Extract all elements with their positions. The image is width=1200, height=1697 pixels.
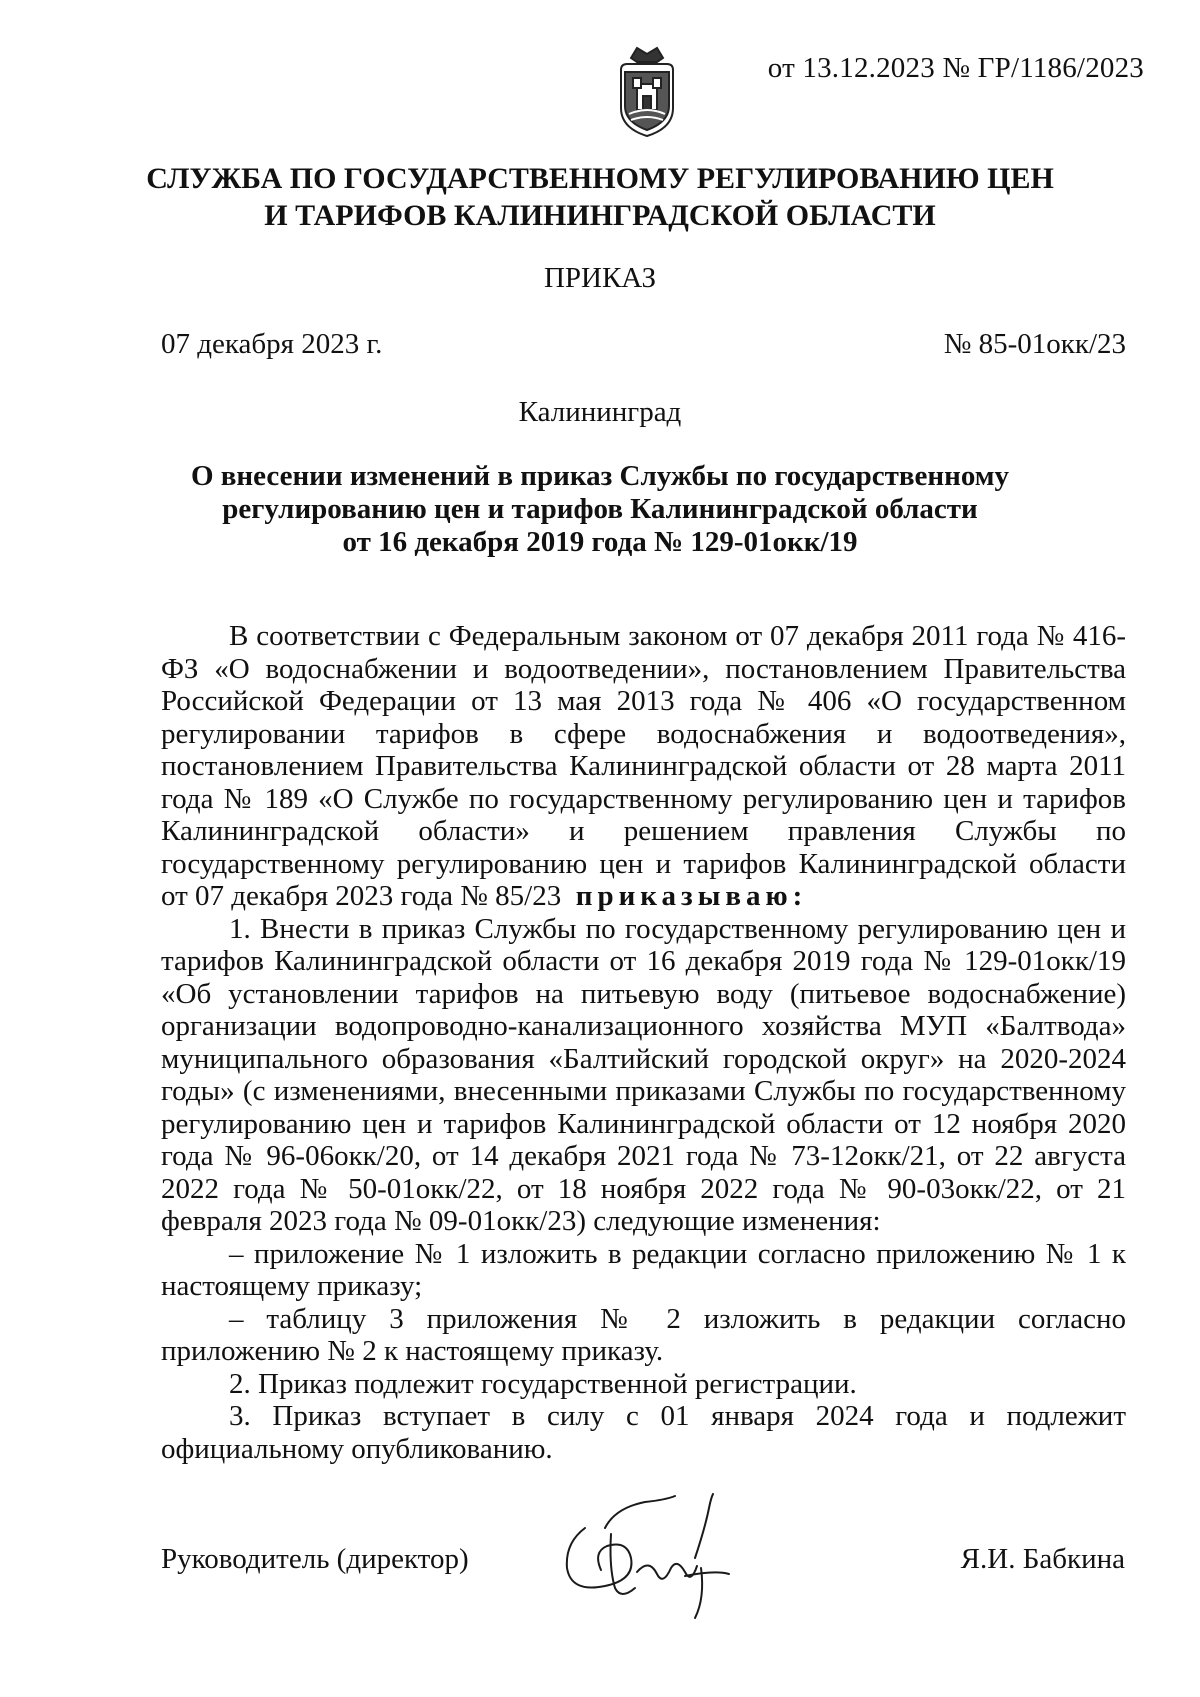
document-number: № 85-01окк/23	[943, 328, 1126, 360]
document-subject	[0, 460, 1200, 559]
order-word: приказываю:	[575, 880, 808, 912]
signer-name: Я.И. Бабкина	[960, 1543, 1125, 1575]
organization-name	[0, 160, 1200, 234]
item-3-paragraph: 3. Приказ вступает в силу с 01 января 2024 года и подлежит официальному опубликованию.	[161, 1400, 1126, 1465]
item-1-paragraph: 1. Внести в приказ Службы по государственному регулированию цен и тарифов Калининградской области от 16 декабря 2019 года № 129-01окк/19 «Об установлении тарифов на питьевую воду (питьевое водоснабжение) организации водопроводно-канализационного хозяйства МУП «Балтвода» муниципального образования «Балтийский городской округ» на 2020-2024 годы» (с изменениями, внесенными приказами Службы по государственному регулированию цен и тарифов Калининградской области от 12 ноября 2020 года № 96-06окк/20, от 14 декабря 2021 года № 73-12окк/21, от 22 августа 2022 года № 50-01окк/22, от 18 ноября 2022 года № 90-03окк/22, от 21 февраля 2023 года № 09-01окк/23) следующие изменения:	[161, 912, 1126, 1237]
subject-line: О внесении изменений в приказ Службы по государственному	[190, 460, 1010, 492]
subject-line: от 16 декабря 2019 года № 129-01окк/19	[342, 526, 858, 558]
item-1b-paragraph: – таблицу 3 приложения № 2 изложить в редакции согласно приложению № 2 к настоящему приказу.	[161, 1302, 1126, 1367]
item-1a-paragraph: – приложение № 1 изложить в редакции согласно приложению № 1 к настоящему приказу;	[161, 1237, 1126, 1302]
document-date: 07 декабря 2023 г.	[161, 328, 383, 360]
document-city: Калининград	[518, 396, 682, 428]
document-type: ПРИКАЗ	[543, 262, 657, 294]
preamble-paragraph	[161, 620, 1126, 913]
coat-of-arms-emblem	[611, 44, 683, 140]
preamble-text: В соответствии с Федеральным законом от 07 декабря 2011 года № 416-ФЗ «О водоснабжении и водоотведении», постановлением Правительства Российской Федерации от 13 мая 2013 года № 406 «О государственном регулировании тарифов в сфере водоснабжения и водоотведения», постановлением Правительства Калининградской области от 28 марта 2011 года № 189 «О Службе по государственному регулированию цен и тарифов Калининградской области» и решением правления Службы по государственному регулированию цен и тарифов Калининградской области от 07 декабря 2023 года № 85/23	[161, 620, 1126, 912]
signer-title: Руководитель (директор)	[161, 1543, 469, 1575]
organization-line: СЛУЖБА ПО ГОСУДАРСТВЕННОМУ РЕГУЛИРОВАНИЮ ЦЕН	[146, 162, 1054, 195]
item-2-paragraph: 2. Приказ подлежит государственной регистрации.	[229, 1367, 857, 1400]
organization-line: И ТАРИФОВ КАЛИНИНГРАДСКОЙ ОБЛАСТИ	[264, 199, 936, 232]
registration-number: от 13.12.2023 № ГР/1186/2023	[767, 52, 1144, 84]
subject-line: регулированию цен и тарифов Калининградской области	[222, 493, 978, 525]
document-body	[161, 620, 1126, 1465]
handwritten-signature	[545, 1488, 765, 1628]
